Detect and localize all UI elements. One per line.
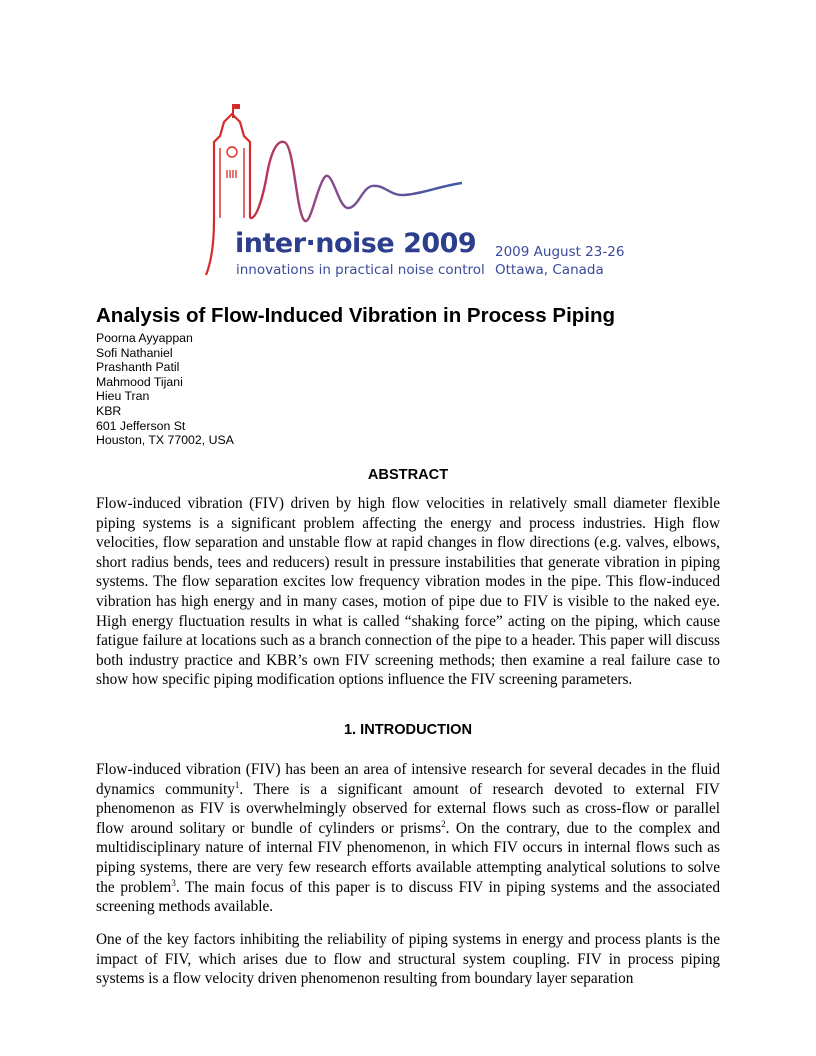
abstract-text: Flow-induced vibration (FIV) driven by high flow velocities in relatively small diameter flexible piping systems is a significant problem affecting the energy and process industries. High flow velocities, flow separation and unstable flow at rapid changes in flow directions (e.g. valves, elbows, short radius bends, tees and reducers) result in pressure instabilities that generate vibration in piping systems. The flow separation excites low frequency vibration modes in the pipe. This flow-induced vibration has high energy and in many cases, motion of pipe due to FIV is visible to the naked eye. High energy fluctuation results in what is called “shaking force” acting on the piping, which cause fatigue failure at locations such as a branch connection of the pipe to a header. This paper will discuss both industry practice and KBR’s own FIV screening methods; then examine a real failure case to show how specific piping modification options influence the FIV screening parameters.: [96, 495, 720, 689]
introduction-paragraph-1: [96, 760, 720, 917]
paper-title: Analysis of Flow-Induced Vibration in Process Piping: [96, 304, 616, 327]
address-line: 601 Jefferson St: [96, 418, 186, 433]
affiliation-line: KBR: [96, 403, 122, 418]
address-line: Houston, TX 77002, USA: [96, 433, 234, 448]
conference-date: 2009 August 23-26: [495, 244, 625, 260]
conference-name: inter·noise 2009: [235, 228, 477, 259]
sentence: Flow-induced vibration (FIV) has been an area of intensive research for several decades in the fluid dynamics community: [96, 761, 720, 798]
sentence: . The main focus of this paper is to discuss FIV in piping systems and the associated screening methods available.: [96, 878, 720, 916]
sentence: . On the contrary, due to the complex and multidisciplinary nature of internal FIV phenomenon, in which FIV occurs in internal flows such as piping systems, there are very few research efforts available attempting analytical solutions to solve the problem: [96, 819, 720, 896]
conference-tagline: innovations in practical noise control: [236, 262, 485, 278]
citation-ref: 2: [441, 818, 446, 829]
author-block: [96, 331, 234, 448]
author-line: Sofi Nathaniel: [96, 345, 173, 360]
author-line: Prashanth Patil: [96, 360, 180, 375]
citation-ref: 3: [171, 877, 176, 888]
author-line: Hieu Tran: [96, 389, 150, 404]
abstract-heading: ABSTRACT: [367, 467, 449, 483]
introduction-heading: 1. INTRODUCTION: [343, 722, 473, 738]
citation-ref: 1: [234, 779, 240, 790]
conference-place: Ottawa, Canada: [495, 262, 604, 278]
introduction-paragraph-2: One of the key factors inhibiting the reliability of piping systems in energy and process plants is the impact of FIV, which arises due to flow and structural system coupling. FIV in process piping systems is a flow velocity driven phenomenon resulting from boundary layer separation: [96, 931, 720, 988]
author-line: Mahmood Tijani: [96, 374, 183, 389]
sentence: . There is a significant amount of research devoted to external FIV phenomenon as FIV is overwhelmingly observed for external flows such as cross-flow or parallel flow around solitary or bundle of cylinders or prisms: [96, 780, 720, 837]
author-line: Poorna Ayyappan: [96, 331, 193, 345]
conference-logo: [200, 100, 630, 285]
